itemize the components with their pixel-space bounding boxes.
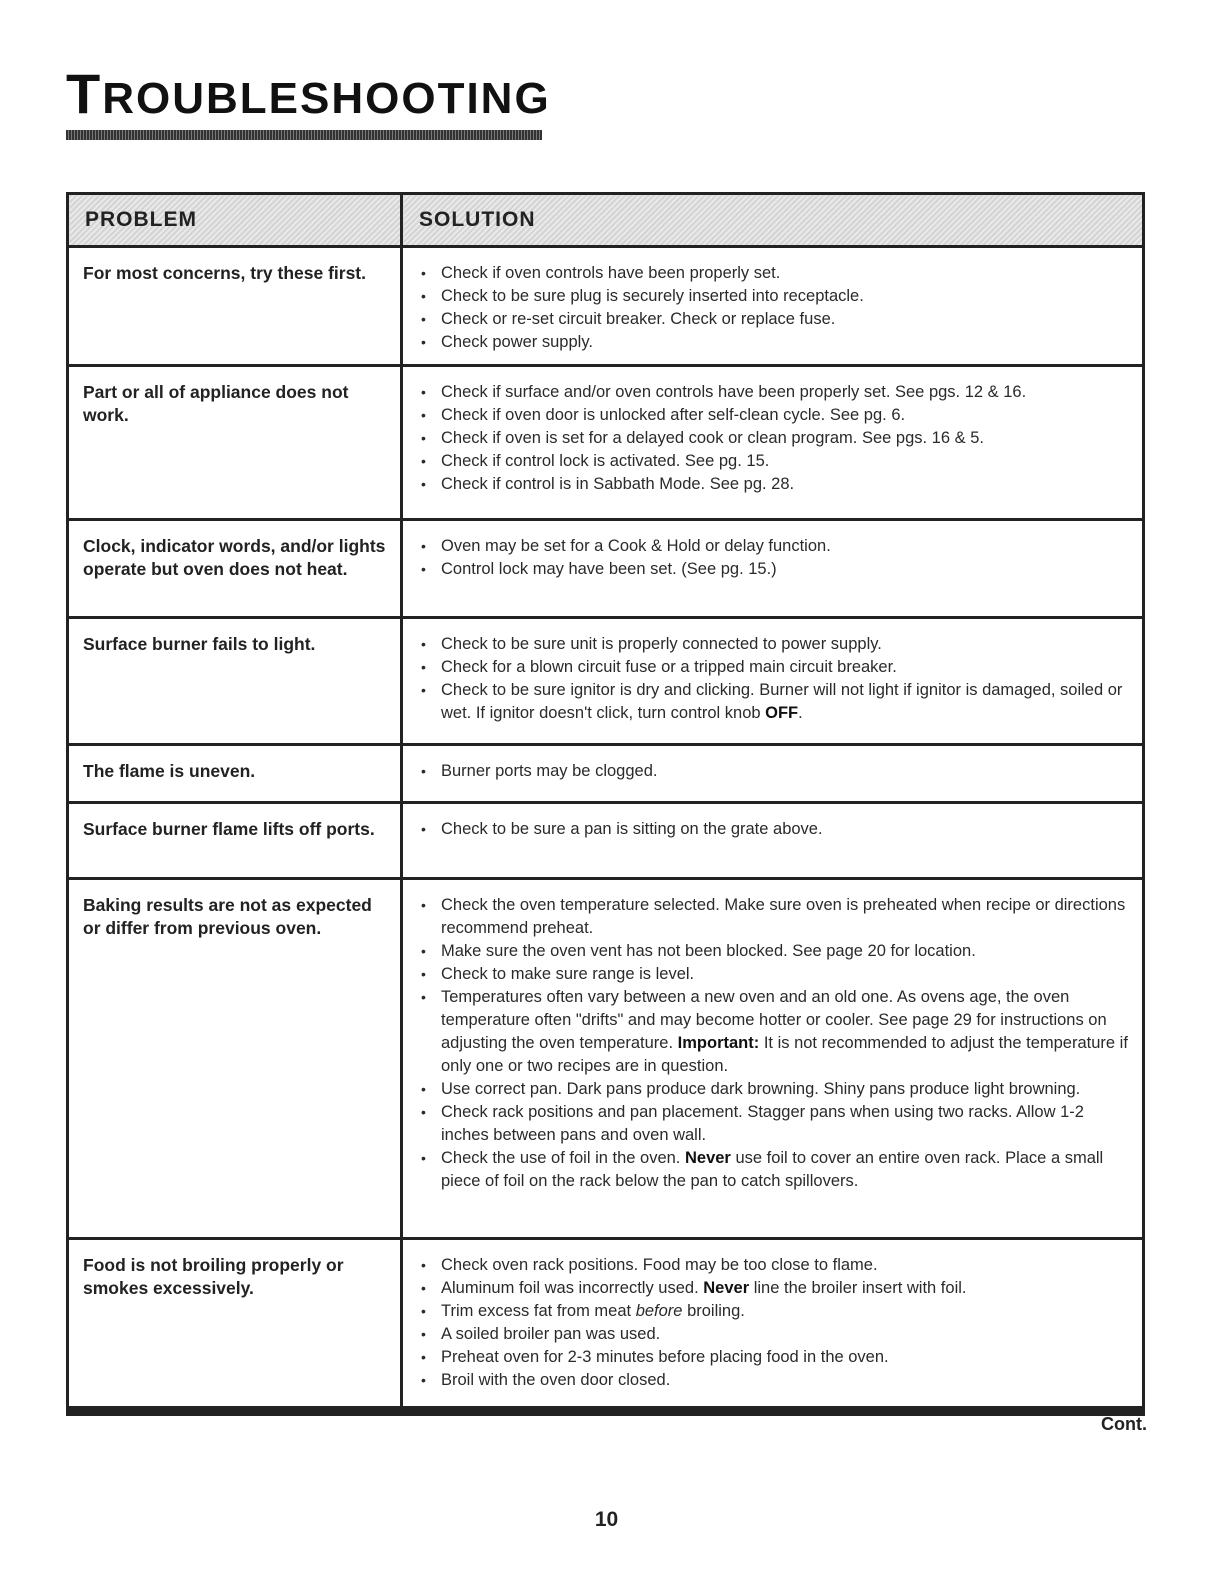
list-item: • Check power supply. xyxy=(421,333,593,351)
table-row xyxy=(68,366,1144,520)
solution-list xyxy=(417,535,1130,581)
solution-cell xyxy=(402,1239,1144,1411)
table-row xyxy=(68,803,1144,879)
list-item: • Check rack positions and pan placement. Stagger pans when using two racks. Allow 1-2 inches between pans and oven wall. xyxy=(421,1103,1084,1144)
list-item: • Broil with the oven door closed. xyxy=(421,1371,671,1389)
table-row xyxy=(68,1239,1144,1411)
page-title xyxy=(66,62,551,131)
list-item: • Check if oven controls have been properly set. xyxy=(421,264,781,282)
solution-cell xyxy=(402,520,1144,618)
list-item: • Check if oven is set for a delayed cook or clean program. See pgs. 16 & 5. xyxy=(421,429,984,447)
troubleshooting-table xyxy=(66,192,1145,1416)
solution-cell xyxy=(402,247,1144,366)
table-row xyxy=(68,879,1144,1239)
list-item: • Check for a blown circuit fuse or a tripped main circuit breaker. xyxy=(421,658,897,676)
solution-cell xyxy=(402,803,1144,879)
header-problem: PROBLEM xyxy=(68,194,402,247)
solution-cell xyxy=(402,366,1144,520)
list-item: • Check the use of foil in the oven. Never use foil to cover an entire oven rack. Place a small piece of foil on the rack below the pan to catch spillovers. xyxy=(421,1149,1104,1190)
list-item: • Check to be sure plug is securely inserted into receptacle. xyxy=(421,287,864,305)
title-underline xyxy=(66,130,542,140)
solution-cell xyxy=(402,618,1144,745)
list-item: • Preheat oven for 2-3 minutes before placing food in the oven. xyxy=(421,1348,889,1366)
solution-list xyxy=(417,381,1130,496)
list-item: • Trim excess fat from meat before broiling. xyxy=(421,1302,745,1320)
problem-cell: Surface burner flame lifts off ports. xyxy=(68,803,402,879)
header-solution: SOLUTION xyxy=(402,194,1144,247)
continued-label: Cont. xyxy=(1101,1414,1147,1434)
list-item: • Aluminum foil was incorrectly used. Never line the broiler insert with foil. xyxy=(421,1279,967,1297)
solution-cell xyxy=(402,879,1144,1239)
list-item: • Check if oven door is unlocked after self-clean cycle. See pg. 6. xyxy=(421,406,906,424)
list-item: • Control lock may have been set. (See pg. 15.) xyxy=(421,560,777,578)
list-item: • Check if control is in Sabbath Mode. See pg. 28. xyxy=(421,475,795,493)
list-item: • Make sure the oven vent has not been blocked. See page 20 for location. xyxy=(421,942,976,960)
list-item: • Check to be sure a pan is sitting on the grate above. xyxy=(421,820,823,838)
table-row xyxy=(68,618,1144,745)
solution-list xyxy=(417,633,1130,725)
table-row xyxy=(68,520,1144,618)
problem-cell: The flame is uneven. xyxy=(68,745,402,803)
table-header-row xyxy=(68,194,1144,247)
problem-cell: Baking results are not as expected or differ from previous oven. xyxy=(68,879,402,1239)
table-row xyxy=(68,247,1144,366)
page-number: 10 xyxy=(594,1508,619,1531)
list-item: • Check the oven temperature selected. Make sure oven is preheated when recipe or directions recommend preheat. xyxy=(421,896,1126,937)
solution-cell xyxy=(402,745,1144,803)
solution-list xyxy=(417,1254,1130,1392)
list-item: • Check or re-set circuit breaker. Check or replace fuse. xyxy=(421,310,836,328)
problem-cell: Food is not broiling properly or smokes excessively. xyxy=(68,1239,402,1411)
list-item: • Check to be sure unit is properly connected to power supply. xyxy=(421,635,882,653)
list-item: • Check to make sure range is level. xyxy=(421,965,695,983)
problem-cell: Clock, indicator words, and/or lights operate but oven does not heat. xyxy=(68,520,402,618)
solution-list xyxy=(417,818,1130,841)
list-item: • Use correct pan. Dark pans produce dark browning. Shiny pans produce light browning. xyxy=(421,1080,1081,1098)
solution-list xyxy=(417,760,1130,783)
list-item: • Temperatures often vary between a new oven and an old one. As ovens age, the oven temperature often "drifts" and may become hotter or cooler. See page 29 for instructions on adjusting the oven temperature. Important: It is not recommended to adjust the temperature if only one or two recipes are in question. xyxy=(421,988,1128,1075)
page-title-initial: T xyxy=(66,62,103,125)
page-title-rest: ROUBLESHOOTING xyxy=(102,74,551,123)
table-row xyxy=(68,745,1144,803)
list-item: • A soiled broiler pan was used. xyxy=(421,1325,661,1343)
list-item: • Check oven rack positions. Food may be too close to flame. xyxy=(421,1256,878,1274)
list-item: • Check if control lock is activated. See pg. 15. xyxy=(421,452,770,470)
problem-cell: Surface burner fails to light. xyxy=(68,618,402,745)
list-item: • Check to be sure ignitor is dry and clicking. Burner will not light if ignitor is damaged, soiled or wet. If ignitor doesn't click, turn control knob OFF. xyxy=(421,681,1123,722)
list-item: • Oven may be set for a Cook & Hold or delay function. xyxy=(421,537,831,555)
solution-list xyxy=(417,894,1130,1193)
list-item: • Burner ports may be clogged. xyxy=(421,762,658,780)
problem-cell: For most concerns, try these first. xyxy=(68,247,402,366)
problem-cell: Part or all of appliance does not work. xyxy=(68,366,402,520)
list-item: • Check if surface and/or oven controls have been properly set. See pgs. 12 & 16. xyxy=(421,383,1027,401)
solution-list xyxy=(417,262,1130,354)
